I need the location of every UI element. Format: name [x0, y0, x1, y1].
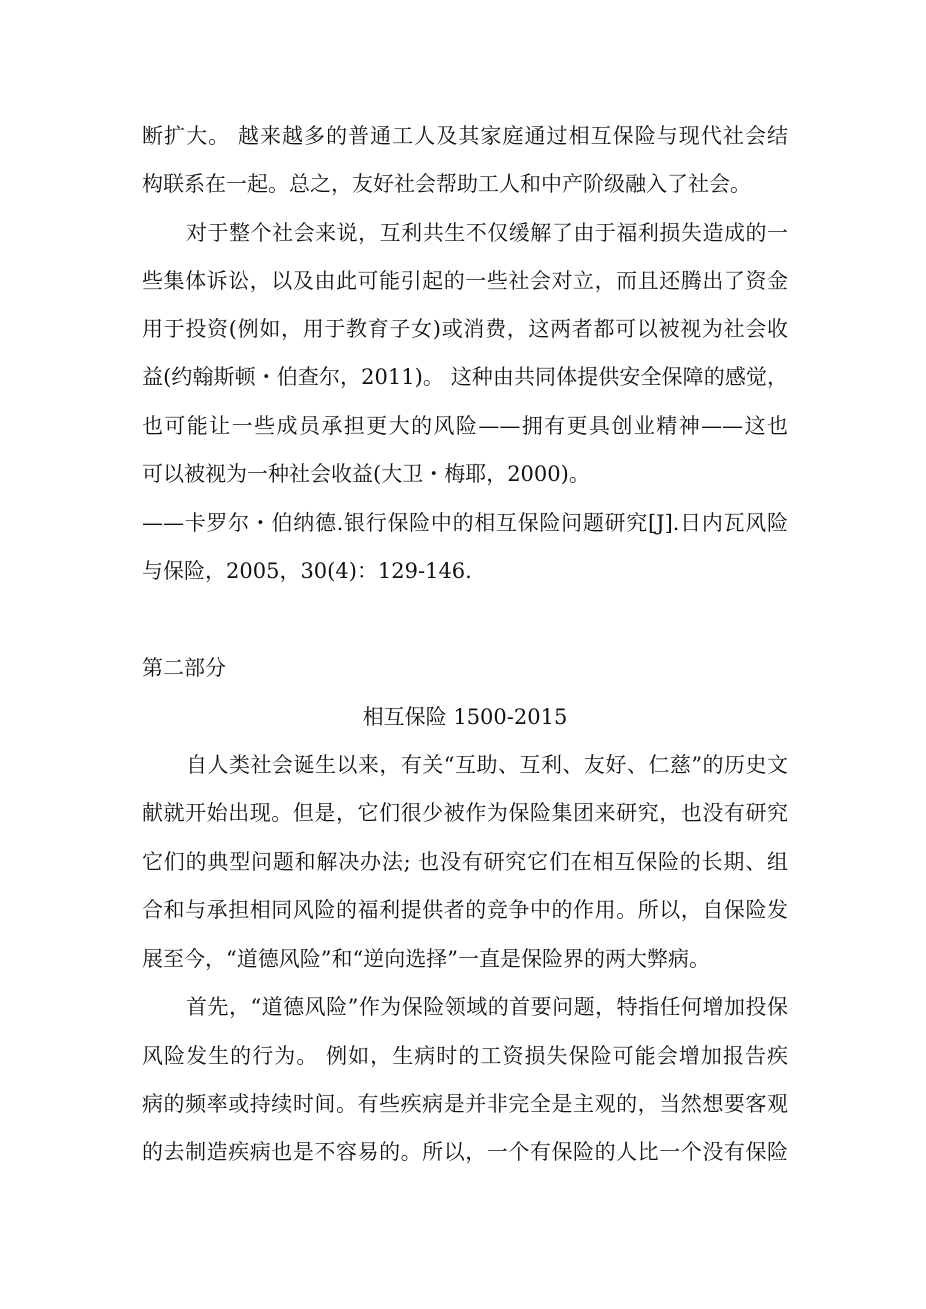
text-line: 的去制造疾病也是不容易的。所以，一个有保险的人比一个没有保险 — [142, 1140, 788, 1164]
text-line: 构联系在一起。总之，友好社会帮助工人和中产阶级融入了社会。 — [142, 172, 751, 196]
text-line: 合和与承担相同风险的福利提供者的竞争中的作用。所以，自保险发 — [142, 898, 788, 922]
text-line: 也可能让一些成员承担更大的风险——拥有更具创业精神——这也 — [142, 414, 788, 438]
text-line: 些集体诉讼，以及由此可能引起的一些社会对立，而且还腾出了资金 — [142, 269, 788, 293]
text-line: 风险发生的行为。 例如，生病时的工资损失保险可能会增加报告疾 — [142, 1044, 788, 1068]
citation-line: 与保险，2005，30(4)：129-146. — [142, 559, 472, 583]
text-line: 用于投资(例如，用于教育子女)或消费，这两者都可以被视为社会收 — [142, 317, 788, 341]
text-line: 益(约翰斯顿・伯查尔，2011)。 这种由共同体提供安全保障的感觉， — [142, 365, 788, 389]
paragraph-first-line: 首先，“道德风险”作为保险领域的首要问题，特指任何增加投保 — [186, 995, 788, 1019]
text-line: 断扩大。 越来越多的普通工人及其家庭通过相互保险与现代社会结 — [142, 124, 788, 148]
paragraph-first-line: 对于整个社会来说，互利共生不仅缓解了由于福利损失造成的一 — [186, 221, 788, 245]
text-line: 它们的典型问题和解决办法; 也没有研究它们在相互保险的长期、组 — [142, 850, 788, 874]
text-line: 病的频率或持续时间。有些疾病是并非完全是主观的，当然想要客观 — [142, 1092, 788, 1116]
text-line: 献就开始出现。但是，它们很少被作为保险集团来研究，也没有研究 — [142, 801, 788, 825]
text-line: 可以被视为一种社会收益(大卫・梅耶，2000)。 — [142, 462, 590, 486]
section-heading: 第二部分 — [142, 656, 226, 680]
citation-line: ——卡罗尔・伯纳德.银行保险中的相互保险问题研究[J].日内瓦风险 — [142, 511, 788, 535]
text-line: 展至今，“道德风险”和“逆向选择”一直是保险界的两大弊病。 — [142, 947, 710, 971]
section-title: 相互保险 1500-2015 — [362, 705, 568, 729]
paragraph-first-line: 自人类社会诞生以来，有关“互助、互利、友好、仁慈”的历史文 — [186, 753, 788, 777]
